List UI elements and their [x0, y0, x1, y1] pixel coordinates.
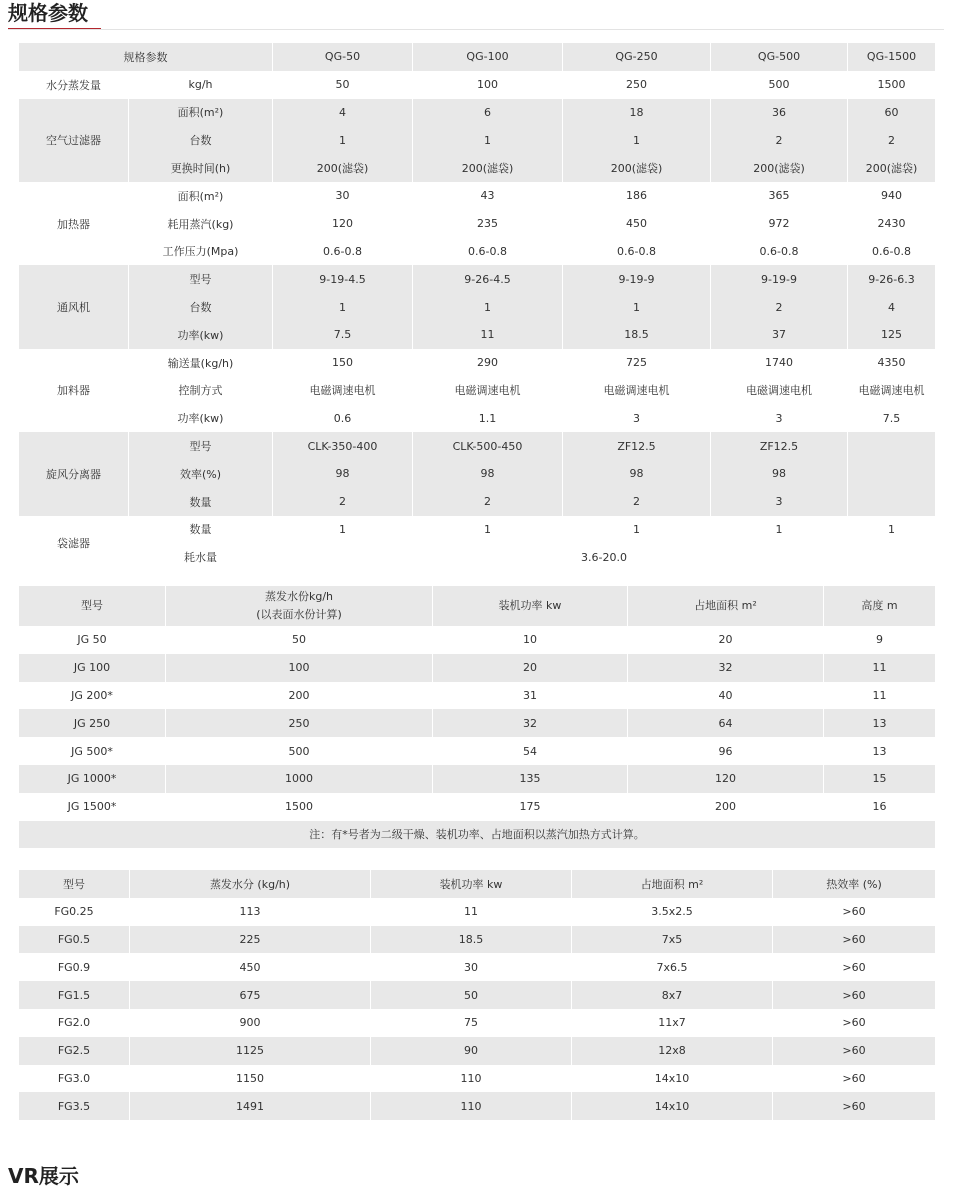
table-row [19, 349, 936, 377]
table-cell: 36 [711, 99, 848, 127]
table-cell: 2 [413, 488, 563, 516]
table-cell [848, 488, 936, 516]
table-cell: JG 500* [19, 737, 166, 765]
table-cell: 675 [130, 981, 371, 1009]
table-cell: 50 [166, 626, 433, 654]
table-cell: 16 [824, 793, 936, 821]
param-label: 面积(m²) [129, 99, 273, 127]
table-cell: CLK-350-400 [273, 432, 413, 460]
table-cell: 1 [848, 516, 936, 544]
header-cell: 占地面积 m² [572, 870, 773, 898]
table-header-row [19, 586, 936, 626]
table-cell: 4 [848, 293, 936, 321]
table-cell: 11 [371, 898, 572, 926]
table-cell: 90 [371, 1037, 572, 1065]
table-cell: 200(滤袋) [563, 154, 711, 182]
table-cell: 1000 [166, 765, 433, 793]
table-row [19, 981, 936, 1009]
table-cell: 54 [433, 737, 628, 765]
table-cell: 9-26-4.5 [413, 265, 563, 293]
table-cell: 500 [166, 737, 433, 765]
table-cell: 11 [824, 682, 936, 710]
table-cell: 14x10 [572, 1065, 773, 1093]
table-cell: 14x10 [572, 1092, 773, 1120]
table-cell: 11 [824, 654, 936, 682]
merged-cell: 3.6-20.0 [273, 543, 936, 571]
table-cell: 7.5 [848, 404, 936, 432]
table-cell: 0.6-0.8 [711, 238, 848, 266]
table-cell: 20 [628, 626, 824, 654]
table-row [19, 654, 936, 682]
table-cell: 0.6-0.8 [848, 238, 936, 266]
table-cell: JG 50 [19, 626, 166, 654]
group-label: 空气过滤器 [19, 99, 129, 182]
table-cell: JG 200* [19, 682, 166, 710]
table-cell: 75 [371, 1009, 572, 1037]
table-row [19, 182, 936, 210]
table-cell: 113 [130, 898, 371, 926]
table-row [19, 154, 936, 182]
table-cell: 4 [273, 99, 413, 127]
table-cell: 18.5 [371, 926, 572, 954]
table-cell: 125 [848, 321, 936, 349]
table-row [19, 377, 936, 405]
table-cell: 4350 [848, 349, 936, 377]
table-cell: 1 [273, 293, 413, 321]
table-cell: 200(滤袋) [848, 154, 936, 182]
table-cell: FG2.0 [19, 1009, 130, 1037]
table-cell: 135 [433, 765, 628, 793]
table-cell: 235 [413, 210, 563, 238]
table-cell: 940 [848, 182, 936, 210]
table-cell: 200(滤袋) [273, 154, 413, 182]
param-label: 功率(kw) [129, 321, 273, 349]
table-row [19, 1009, 936, 1037]
header-cell: QG-500 [711, 43, 848, 71]
group-label: 旋风分离器 [19, 432, 129, 515]
table-cell: JG 100 [19, 654, 166, 682]
table-row [19, 682, 936, 710]
header-cell: QG-250 [563, 43, 711, 71]
table-cell: 18.5 [563, 321, 711, 349]
table-cell: 电磁调速电机 [711, 377, 848, 405]
header-cell: 装机功率 kw [433, 586, 628, 626]
section-title: 规格参数 [8, 1, 88, 25]
param-label: kg/h [129, 71, 273, 99]
table-row [19, 516, 936, 544]
table-cell: 20 [433, 654, 628, 682]
param-label: 耗用蒸汽(kg) [129, 210, 273, 238]
table-cell: 10 [433, 626, 628, 654]
table-cell: 1 [413, 516, 563, 544]
table-cell: 8x7 [572, 981, 773, 1009]
table-cell [848, 432, 936, 460]
table-cell: 225 [130, 926, 371, 954]
table-cell: 12x8 [572, 1037, 773, 1065]
table-cell: 3 [711, 488, 848, 516]
group-label: 通风机 [19, 265, 129, 348]
table-cell: 2430 [848, 210, 936, 238]
table-cell: 0.6-0.8 [563, 238, 711, 266]
table-row [19, 793, 936, 821]
table-cell: 7.5 [273, 321, 413, 349]
group-label: 加料器 [19, 349, 129, 432]
table-cell: 2 [563, 488, 711, 516]
table-cell: ZF12.5 [711, 432, 848, 460]
table-cell: 11 [413, 321, 563, 349]
table-cell: >60 [773, 953, 936, 981]
table-cell: 2 [711, 293, 848, 321]
table-row [19, 1037, 936, 1065]
table-cell: >60 [773, 981, 936, 1009]
table-cell: 电磁调速电机 [273, 377, 413, 405]
table-cell: 150 [273, 349, 413, 377]
table-cell: 60 [848, 99, 936, 127]
table-header-row [19, 43, 936, 71]
table-cell: 9 [824, 626, 936, 654]
table-cell: 1125 [130, 1037, 371, 1065]
param-label: 型号 [129, 432, 273, 460]
table-cell: 200 [166, 682, 433, 710]
table-row [19, 99, 936, 127]
table-cell: 98 [413, 460, 563, 488]
table-cell: 40 [628, 682, 824, 710]
table-cell: 1491 [130, 1092, 371, 1120]
table-cell: 11x7 [572, 1009, 773, 1037]
table-cell: 37 [711, 321, 848, 349]
table-cell: 1 [413, 126, 563, 154]
fg-spec-table [18, 870, 936, 1120]
param-label: 功率(kw) [129, 404, 273, 432]
table-cell: 9-19-9 [711, 265, 848, 293]
table-cell: 3.5x2.5 [572, 898, 773, 926]
table-cell: 500 [711, 71, 848, 99]
table-row [19, 898, 936, 926]
table-cell: JG 1500* [19, 793, 166, 821]
table-cell: JG 1000* [19, 765, 166, 793]
table-cell: 7x5 [572, 926, 773, 954]
header-cell [166, 586, 433, 626]
table-cell: 电磁调速电机 [848, 377, 936, 405]
table-cell: 电磁调速电机 [413, 377, 563, 405]
table-cell: 2 [711, 126, 848, 154]
table-cell: 100 [166, 654, 433, 682]
table-cell: 9-19-4.5 [273, 265, 413, 293]
header-cell: 热效率 (%) [773, 870, 936, 898]
table-note: 注：有*号者为二级干燥、装机功率、占地面积以蒸汽加热方式计算。 [19, 821, 936, 849]
table-cell: 100 [413, 71, 563, 99]
table-cell: FG0.25 [19, 898, 130, 926]
table-cell: 50 [273, 71, 413, 99]
table-row [19, 321, 936, 349]
table-cell: CLK-500-450 [413, 432, 563, 460]
table-cell: 64 [628, 709, 824, 737]
table-cell: 200(滤袋) [711, 154, 848, 182]
table-cell: 1 [711, 516, 848, 544]
table-cell: 0.6-0.8 [413, 238, 563, 266]
table-cell: 30 [371, 953, 572, 981]
table-row [19, 543, 936, 571]
group-label: 水分蒸发量 [19, 71, 129, 99]
jg-spec-table [18, 586, 936, 848]
param-label: 面积(m²) [129, 182, 273, 210]
table-row [19, 737, 936, 765]
table-cell: 98 [273, 460, 413, 488]
table-row [19, 626, 936, 654]
table-cell: 31 [433, 682, 628, 710]
table-row [19, 460, 936, 488]
header-cell: 装机功率 kw [371, 870, 572, 898]
table-note-row [19, 821, 936, 849]
table-cell: 972 [711, 210, 848, 238]
table-cell: 1 [273, 126, 413, 154]
table-cell: 32 [433, 709, 628, 737]
table-cell: 110 [371, 1065, 572, 1093]
table-cell: 7x6.5 [572, 953, 773, 981]
table-cell: 6 [413, 99, 563, 127]
table-cell: 13 [824, 737, 936, 765]
param-label: 型号 [129, 265, 273, 293]
table-cell: 725 [563, 349, 711, 377]
table-cell: >60 [773, 1092, 936, 1120]
table-cell: 3 [563, 404, 711, 432]
table-cell: 50 [371, 981, 572, 1009]
header-cell: QG-100 [413, 43, 563, 71]
table-row [19, 210, 936, 238]
table-row [19, 709, 936, 737]
table-cell: 2 [848, 126, 936, 154]
table-cell: 200(滤袋) [413, 154, 563, 182]
param-label: 耗水量 [129, 543, 273, 571]
param-label: 控制方式 [129, 377, 273, 405]
table-cell: 9-19-9 [563, 265, 711, 293]
table-cell: 1 [563, 516, 711, 544]
table-row [19, 71, 936, 99]
table-cell: 120 [628, 765, 824, 793]
header-cell: 占地面积 m² [628, 586, 824, 626]
header-cell: 高度 m [824, 586, 936, 626]
table-cell: 1150 [130, 1065, 371, 1093]
table-cell: 900 [130, 1009, 371, 1037]
group-label: 袋滤器 [19, 516, 129, 572]
table-row [19, 404, 936, 432]
table-cell: >60 [773, 1009, 936, 1037]
param-label: 台数 [129, 126, 273, 154]
table-row [19, 765, 936, 793]
table-cell: FG2.5 [19, 1037, 130, 1065]
table-row [19, 238, 936, 266]
header-cell: 规格参数 [19, 43, 273, 71]
table-cell: 250 [563, 71, 711, 99]
table-cell: 290 [413, 349, 563, 377]
table-cell: 1500 [166, 793, 433, 821]
table-row [19, 953, 936, 981]
table-cell: 0.6-0.8 [273, 238, 413, 266]
table-cell: 96 [628, 737, 824, 765]
table-cell: 365 [711, 182, 848, 210]
header-cell: 型号 [19, 870, 130, 898]
table-cell: 0.6 [273, 404, 413, 432]
param-label: 效率(%) [129, 460, 273, 488]
table-cell: 1 [563, 293, 711, 321]
param-label: 更换时间(h) [129, 154, 273, 182]
header-cell: 蒸发水分 (kg/h) [130, 870, 371, 898]
table-cell: 3 [711, 404, 848, 432]
table-cell: 2 [273, 488, 413, 516]
table-cell: 1 [413, 293, 563, 321]
table-cell: FG3.5 [19, 1092, 130, 1120]
group-label: 加热器 [19, 182, 129, 265]
table-cell: 250 [166, 709, 433, 737]
table-cell: 110 [371, 1092, 572, 1120]
table-cell: 120 [273, 210, 413, 238]
param-label: 数量 [129, 516, 273, 544]
table-cell: 1 [273, 516, 413, 544]
table-row [19, 265, 936, 293]
table-cell: >60 [773, 898, 936, 926]
table-cell: 1.1 [413, 404, 563, 432]
header-cell: 型号 [19, 586, 166, 626]
table-cell: ZF12.5 [563, 432, 711, 460]
table-cell: 15 [824, 765, 936, 793]
qg-spec-table [18, 43, 936, 571]
table-cell: 175 [433, 793, 628, 821]
table-cell: 18 [563, 99, 711, 127]
table-cell: 450 [130, 953, 371, 981]
table-cell: >60 [773, 1065, 936, 1093]
param-label: 工作压力(Mpa) [129, 238, 273, 266]
table-cell: 1500 [848, 71, 936, 99]
header-line: (以表面水份计算) [256, 608, 342, 621]
table-cell: 电磁调速电机 [563, 377, 711, 405]
table-cell: 32 [628, 654, 824, 682]
header-line: 蒸发水份kg/h [264, 590, 334, 603]
table-cell: FG0.5 [19, 926, 130, 954]
table-cell: 43 [413, 182, 563, 210]
table-cell: 200 [628, 793, 824, 821]
table-cell: >60 [773, 926, 936, 954]
table-cell: 9-26-6.3 [848, 265, 936, 293]
table-cell: FG0.9 [19, 953, 130, 981]
table-row [19, 432, 936, 460]
param-label: 输送量(kg/h) [129, 349, 273, 377]
table-cell: 30 [273, 182, 413, 210]
table-header-row [19, 870, 936, 898]
table-cell: >60 [773, 1037, 936, 1065]
table-cell: JG 250 [19, 709, 166, 737]
param-label: 数量 [129, 488, 273, 516]
table-row [19, 126, 936, 154]
table-row [19, 488, 936, 516]
title-divider [8, 29, 944, 30]
table-cell: 1740 [711, 349, 848, 377]
next-section-title: VR展示 [8, 1164, 79, 1188]
header-cell: QG-1500 [848, 43, 936, 71]
table-row [19, 1092, 936, 1120]
table-cell: 98 [563, 460, 711, 488]
table-row [19, 1065, 936, 1093]
table-cell [848, 460, 936, 488]
table-cell: FG3.0 [19, 1065, 130, 1093]
table-cell: 13 [824, 709, 936, 737]
table-cell: FG1.5 [19, 981, 130, 1009]
table-row [19, 926, 936, 954]
table-cell: 98 [711, 460, 848, 488]
table-row [19, 293, 936, 321]
table-cell: 450 [563, 210, 711, 238]
header-cell: QG-50 [273, 43, 413, 71]
param-label: 台数 [129, 293, 273, 321]
table-cell: 186 [563, 182, 711, 210]
table-cell: 1 [563, 126, 711, 154]
